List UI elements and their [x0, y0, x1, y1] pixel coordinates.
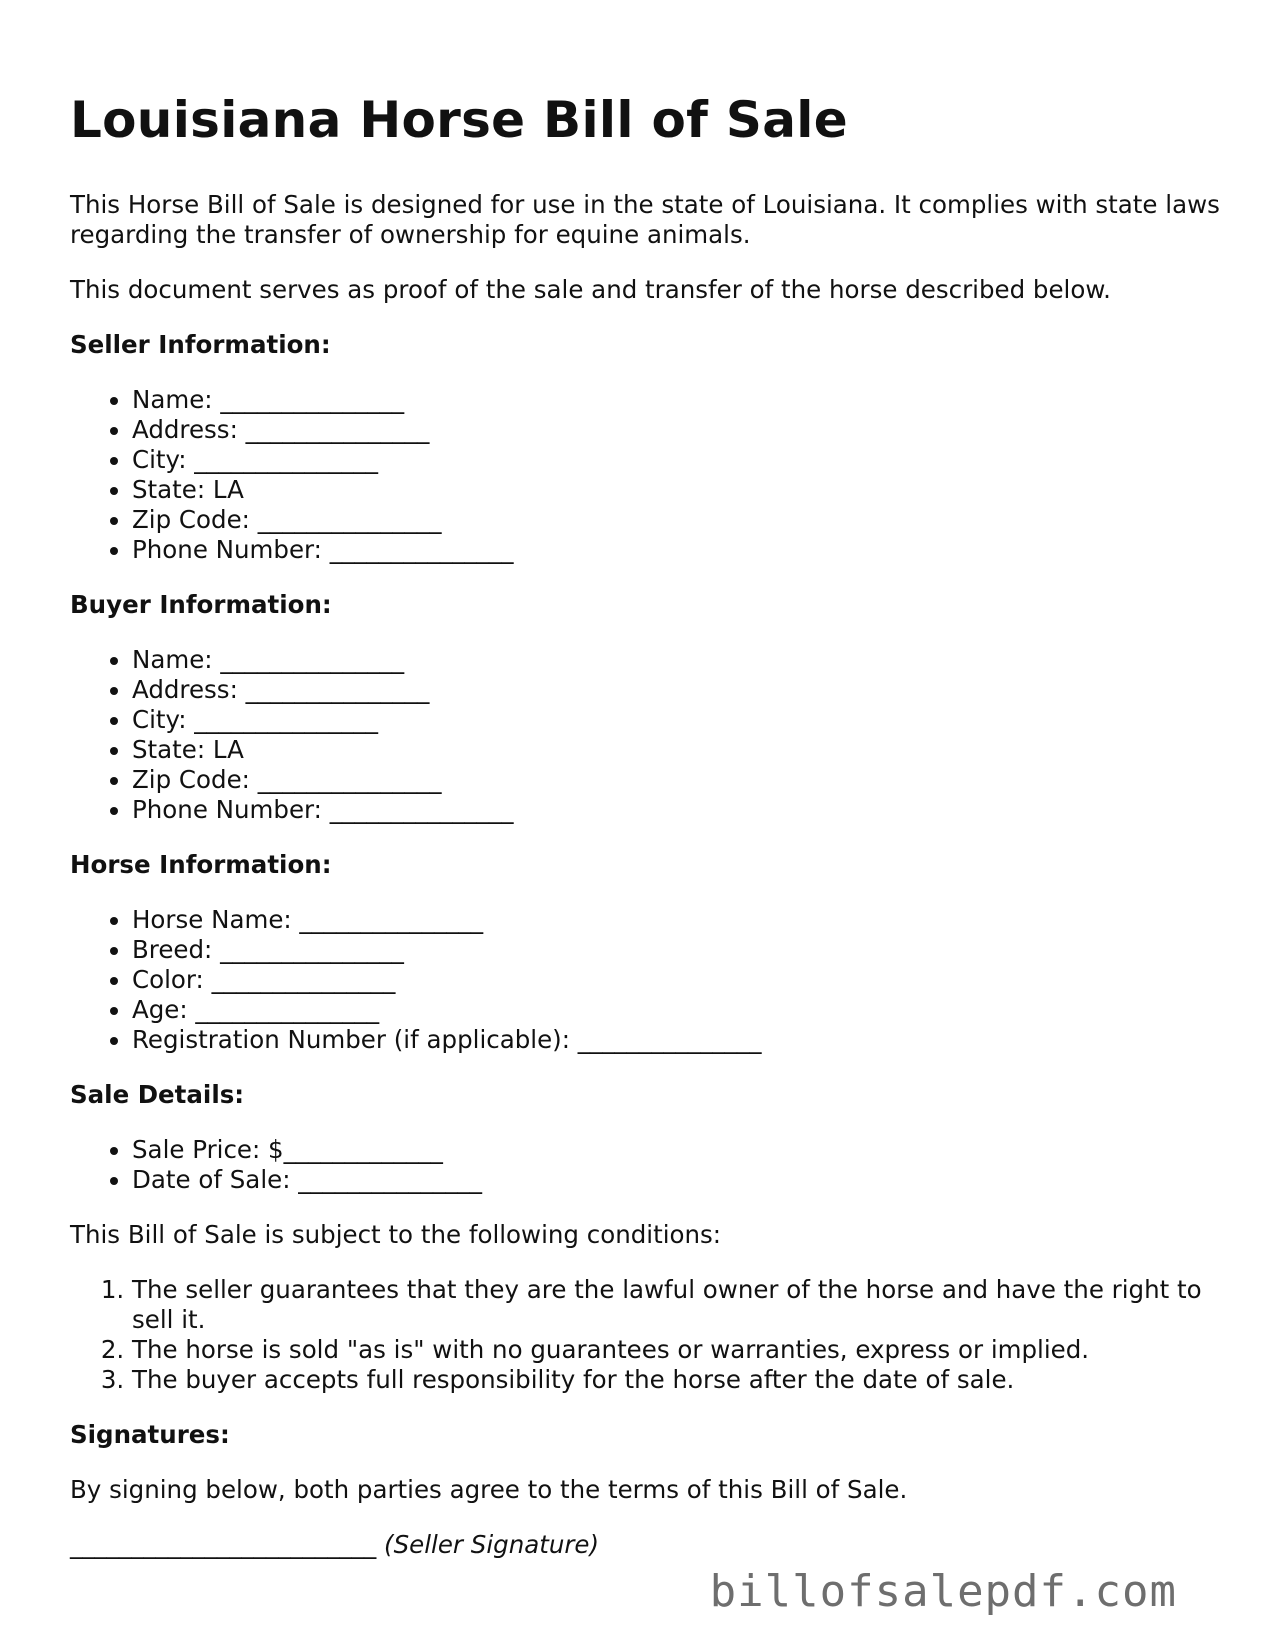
horse-breed-item: • Breed: _______________	[132, 935, 1220, 965]
seller-address-item: • Address: _______________	[132, 415, 1220, 445]
condition-item: 2. The horse is sold "as is" with no guarantees or warranties, express or implied.	[132, 1335, 1220, 1365]
sale-price-item: • Sale Price: $_____________	[132, 1135, 1220, 1165]
conditions-list	[70, 1275, 1220, 1395]
signatures-statement: By signing below, both parties agree to the terms of this Bill of Sale.	[70, 1475, 908, 1504]
signatures-heading: Signatures:	[70, 1420, 230, 1449]
seller-signature-label: (Seller Signature)	[384, 1530, 600, 1559]
document-title: Louisiana Horse Bill of Sale	[70, 91, 848, 149]
document-page	[70, 88, 1220, 1560]
seller-list	[70, 385, 1220, 565]
seller-phone-item: • Phone Number: _______________	[132, 535, 1220, 565]
horse-registration-item: • Registration Number (if applicable): _______________	[132, 1025, 1220, 1055]
horse-heading: Horse Information:	[70, 850, 332, 879]
condition-item: 3. The buyer accepts full responsibility for the horse after the date of sale.	[132, 1365, 1220, 1395]
seller-signature-line: _________________________	[70, 1530, 377, 1559]
sale-date-item: • Date of Sale: _______________	[132, 1165, 1220, 1195]
buyer-heading: Buyer Information:	[70, 590, 332, 619]
buyer-state-item: • State: LA	[132, 735, 1220, 765]
buyer-city-item: • City: _______________	[132, 705, 1220, 735]
seller-name-item: • Name: _______________	[132, 385, 1220, 415]
buyer-address-item: • Address: _______________	[132, 675, 1220, 705]
horse-age-item: • Age: _______________	[132, 995, 1220, 1025]
seller-signature-row	[70, 1530, 1220, 1560]
horse-color-item: • Color: _______________	[132, 965, 1220, 995]
intro-paragraph: This Horse Bill of Sale is designed for use in the state of Louisiana. It complies with state laws regarding the transfer of ownership for equine animals.	[70, 190, 1220, 249]
seller-zip-item: • Zip Code: _______________	[132, 505, 1220, 535]
purpose-paragraph: This document serves as proof of the sale and transfer of the horse described below.	[70, 275, 1111, 304]
horse-list	[70, 905, 1220, 1055]
seller-heading: Seller Information:	[70, 330, 331, 359]
horse-name-item: • Horse Name: _______________	[132, 905, 1220, 935]
sale-list	[70, 1135, 1220, 1195]
buyer-name-item: • Name: _______________	[132, 645, 1220, 675]
condition-item: 1. The seller guarantees that they are the lawful owner of the horse and have the right to sell it.	[132, 1275, 1220, 1335]
watermark-text: billofsalepdf.com	[709, 1566, 1177, 1617]
buyer-list	[70, 645, 1220, 825]
seller-city-item: • City: _______________	[132, 445, 1220, 475]
buyer-phone-item: • Phone Number: _______________	[132, 795, 1220, 825]
conditions-intro: This Bill of Sale is subject to the following conditions:	[70, 1220, 722, 1249]
seller-state-item: • State: LA	[132, 475, 1220, 505]
buyer-zip-item: • Zip Code: _______________	[132, 765, 1220, 795]
sale-heading: Sale Details:	[70, 1080, 245, 1109]
